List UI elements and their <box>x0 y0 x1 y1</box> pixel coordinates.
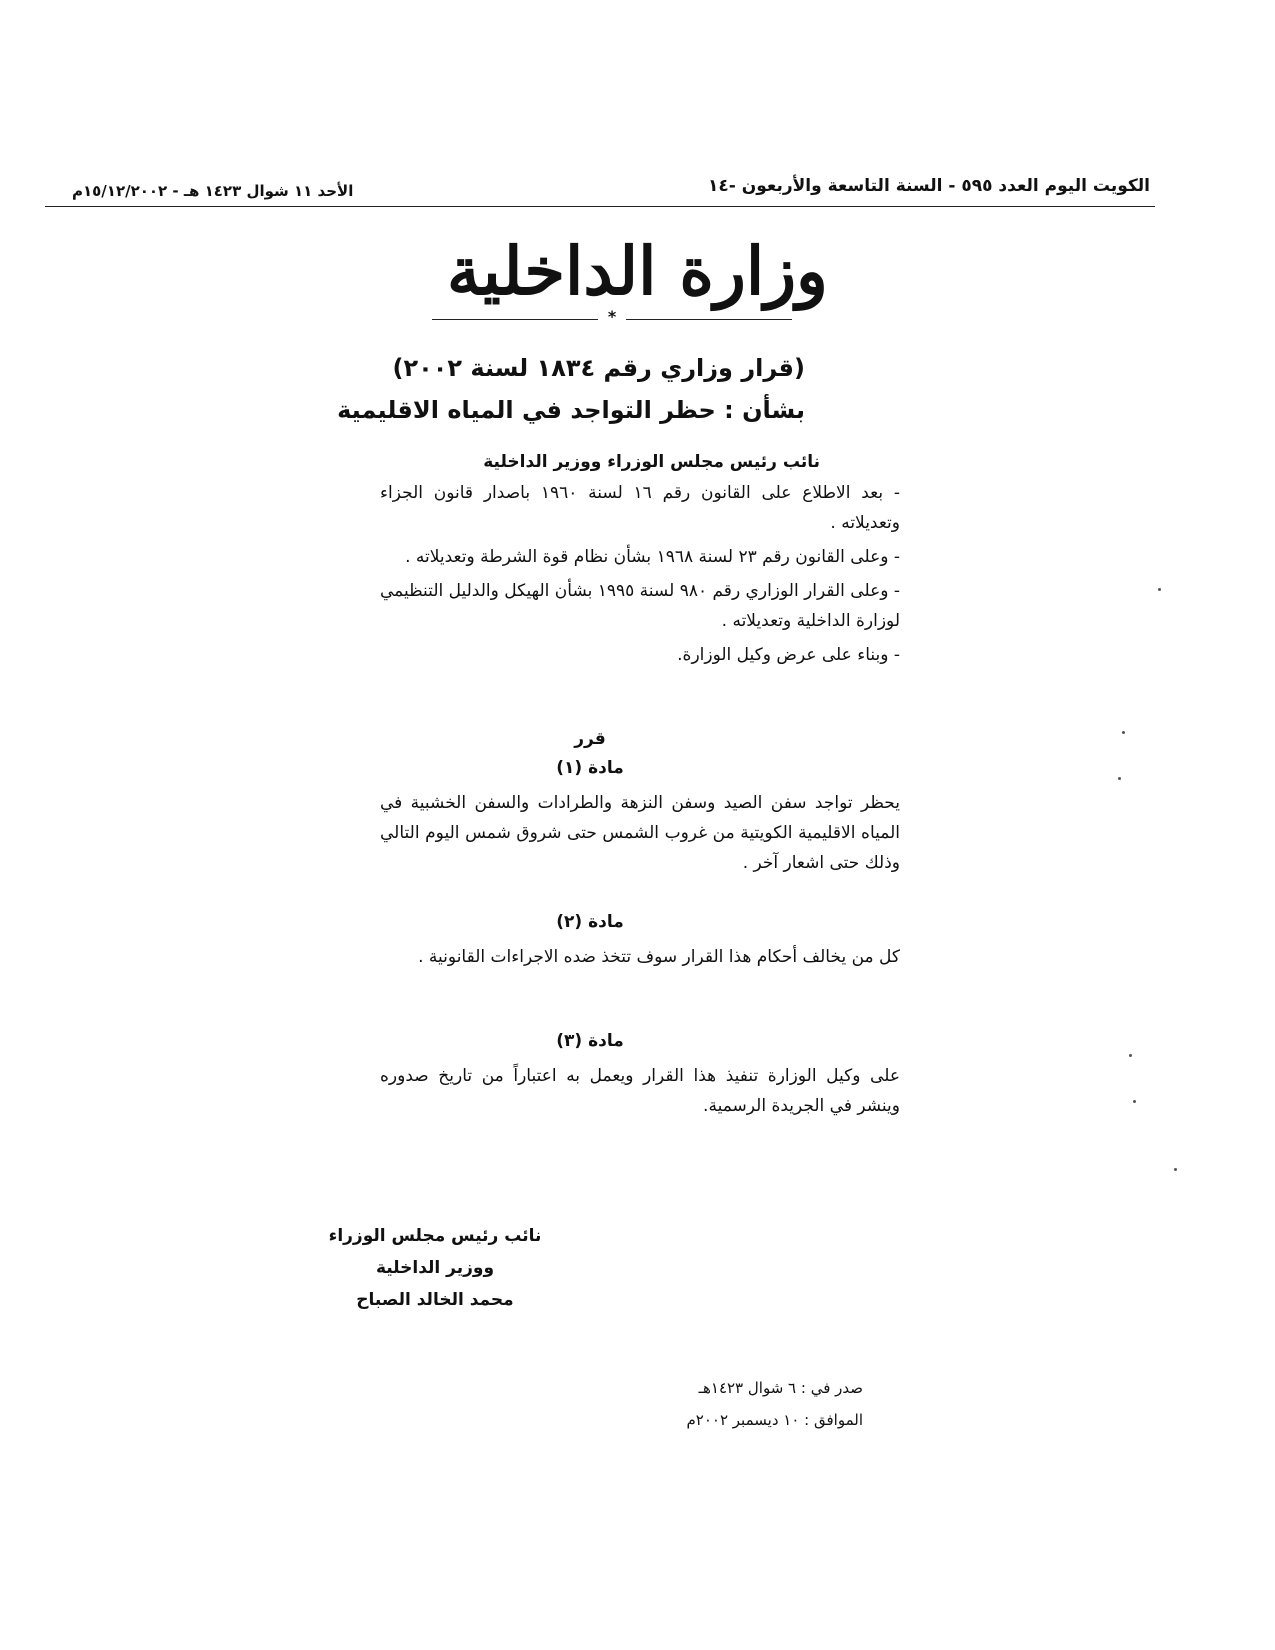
article-text <box>380 942 900 972</box>
article-heading: مادة (٣) <box>556 1031 624 1051</box>
article-heading: مادة (١) <box>556 758 624 778</box>
decided-label: قرر <box>574 729 606 749</box>
scan-mark <box>1158 588 1161 591</box>
recital-item: - وعلى القانون رقم ٢٣ لسنة ١٩٦٨ بشأن نظام قوة الشرطة وتعديلاته . <box>405 547 900 567</box>
ministry-title: وزارة الداخلية <box>447 232 828 310</box>
issued-gregorian-date: الموافق : ١٠ ديسمبر ٢٠٠٢م <box>686 1411 863 1429</box>
gazette-issue-info: الكويت اليوم العدد ٥٩٥ - السنة التاسعة والأربعون -١٤ <box>707 176 1150 196</box>
header-divider <box>45 206 1155 207</box>
article-paragraph: على وكيل الوزارة تنفيذ هذا القرار ويعمل به اعتباراً من تاريخ صدوره وينشر في الجريدة الرسمية. <box>380 1066 900 1116</box>
scan-mark <box>1122 731 1125 734</box>
ornament-line-right <box>626 319 792 320</box>
title-ornament <box>432 307 792 326</box>
ornament-star-icon: * <box>607 307 617 326</box>
issued-dates <box>686 1372 863 1436</box>
signature-title-line1: نائب رئيس مجلس الوزراء <box>328 1226 542 1246</box>
signature-title-line2: ووزير الداخلية <box>375 1258 495 1278</box>
scan-mark <box>1133 1100 1136 1103</box>
recitals <box>380 478 900 674</box>
scan-mark <box>1129 1054 1132 1057</box>
signature-name: محمد الخالد الصباح <box>356 1290 514 1310</box>
article-heading: مادة (٢) <box>556 912 624 932</box>
decision-number: (قرار وزاري رقم ١٨٣٤ لسنة ٢٠٠٢) <box>392 354 805 382</box>
signature-block <box>285 1220 585 1316</box>
scan-mark <box>1174 1168 1177 1171</box>
recital-item: - بعد الاطلاع على القانون رقم ١٦ لسنة ١٩٦٠ باصدار قانون الجزاء وتعديلاته . <box>380 483 900 533</box>
issuer-title: نائب رئيس مجلس الوزراء ووزير الداخلية <box>483 452 820 472</box>
issued-hijri-date: صدر في : ٦ شوال ١٤٢٣هـ <box>698 1379 863 1397</box>
recital-item: - وعلى القرار الوزاري رقم ٩٨٠ لسنة ١٩٩٥ بشأن الهيكل والدليل التنظيمي لوزارة الداخلية وتعديلاته . <box>379 581 900 631</box>
article-text <box>380 788 900 878</box>
decision-subject: بشأن : حظر التواجد في المياه الاقليمية <box>337 396 805 424</box>
ornament-line-left <box>432 319 598 320</box>
recital-item: - وبناء على عرض وكيل الوزارة. <box>677 645 900 665</box>
article-paragraph: كل من يخالف أحكام هذا القرار سوف تتخذ ضده الاجراءات القانونية . <box>418 947 900 967</box>
scan-mark <box>1118 777 1121 780</box>
gazette-date: الأحد ١١ شوال ١٤٢٣ هـ - ١٥/١٢/٢٠٠٢م <box>72 182 354 200</box>
article-text <box>380 1061 900 1121</box>
article-paragraph: يحظر تواجد سفن الصيد وسفن النزهة والطرادات والسفن الخشبية في المياه الاقليمية الكويتية من غروب الشمس حتى شروق شمس اليوم التالي وذلك حتى اشعار آخر . <box>380 793 900 873</box>
